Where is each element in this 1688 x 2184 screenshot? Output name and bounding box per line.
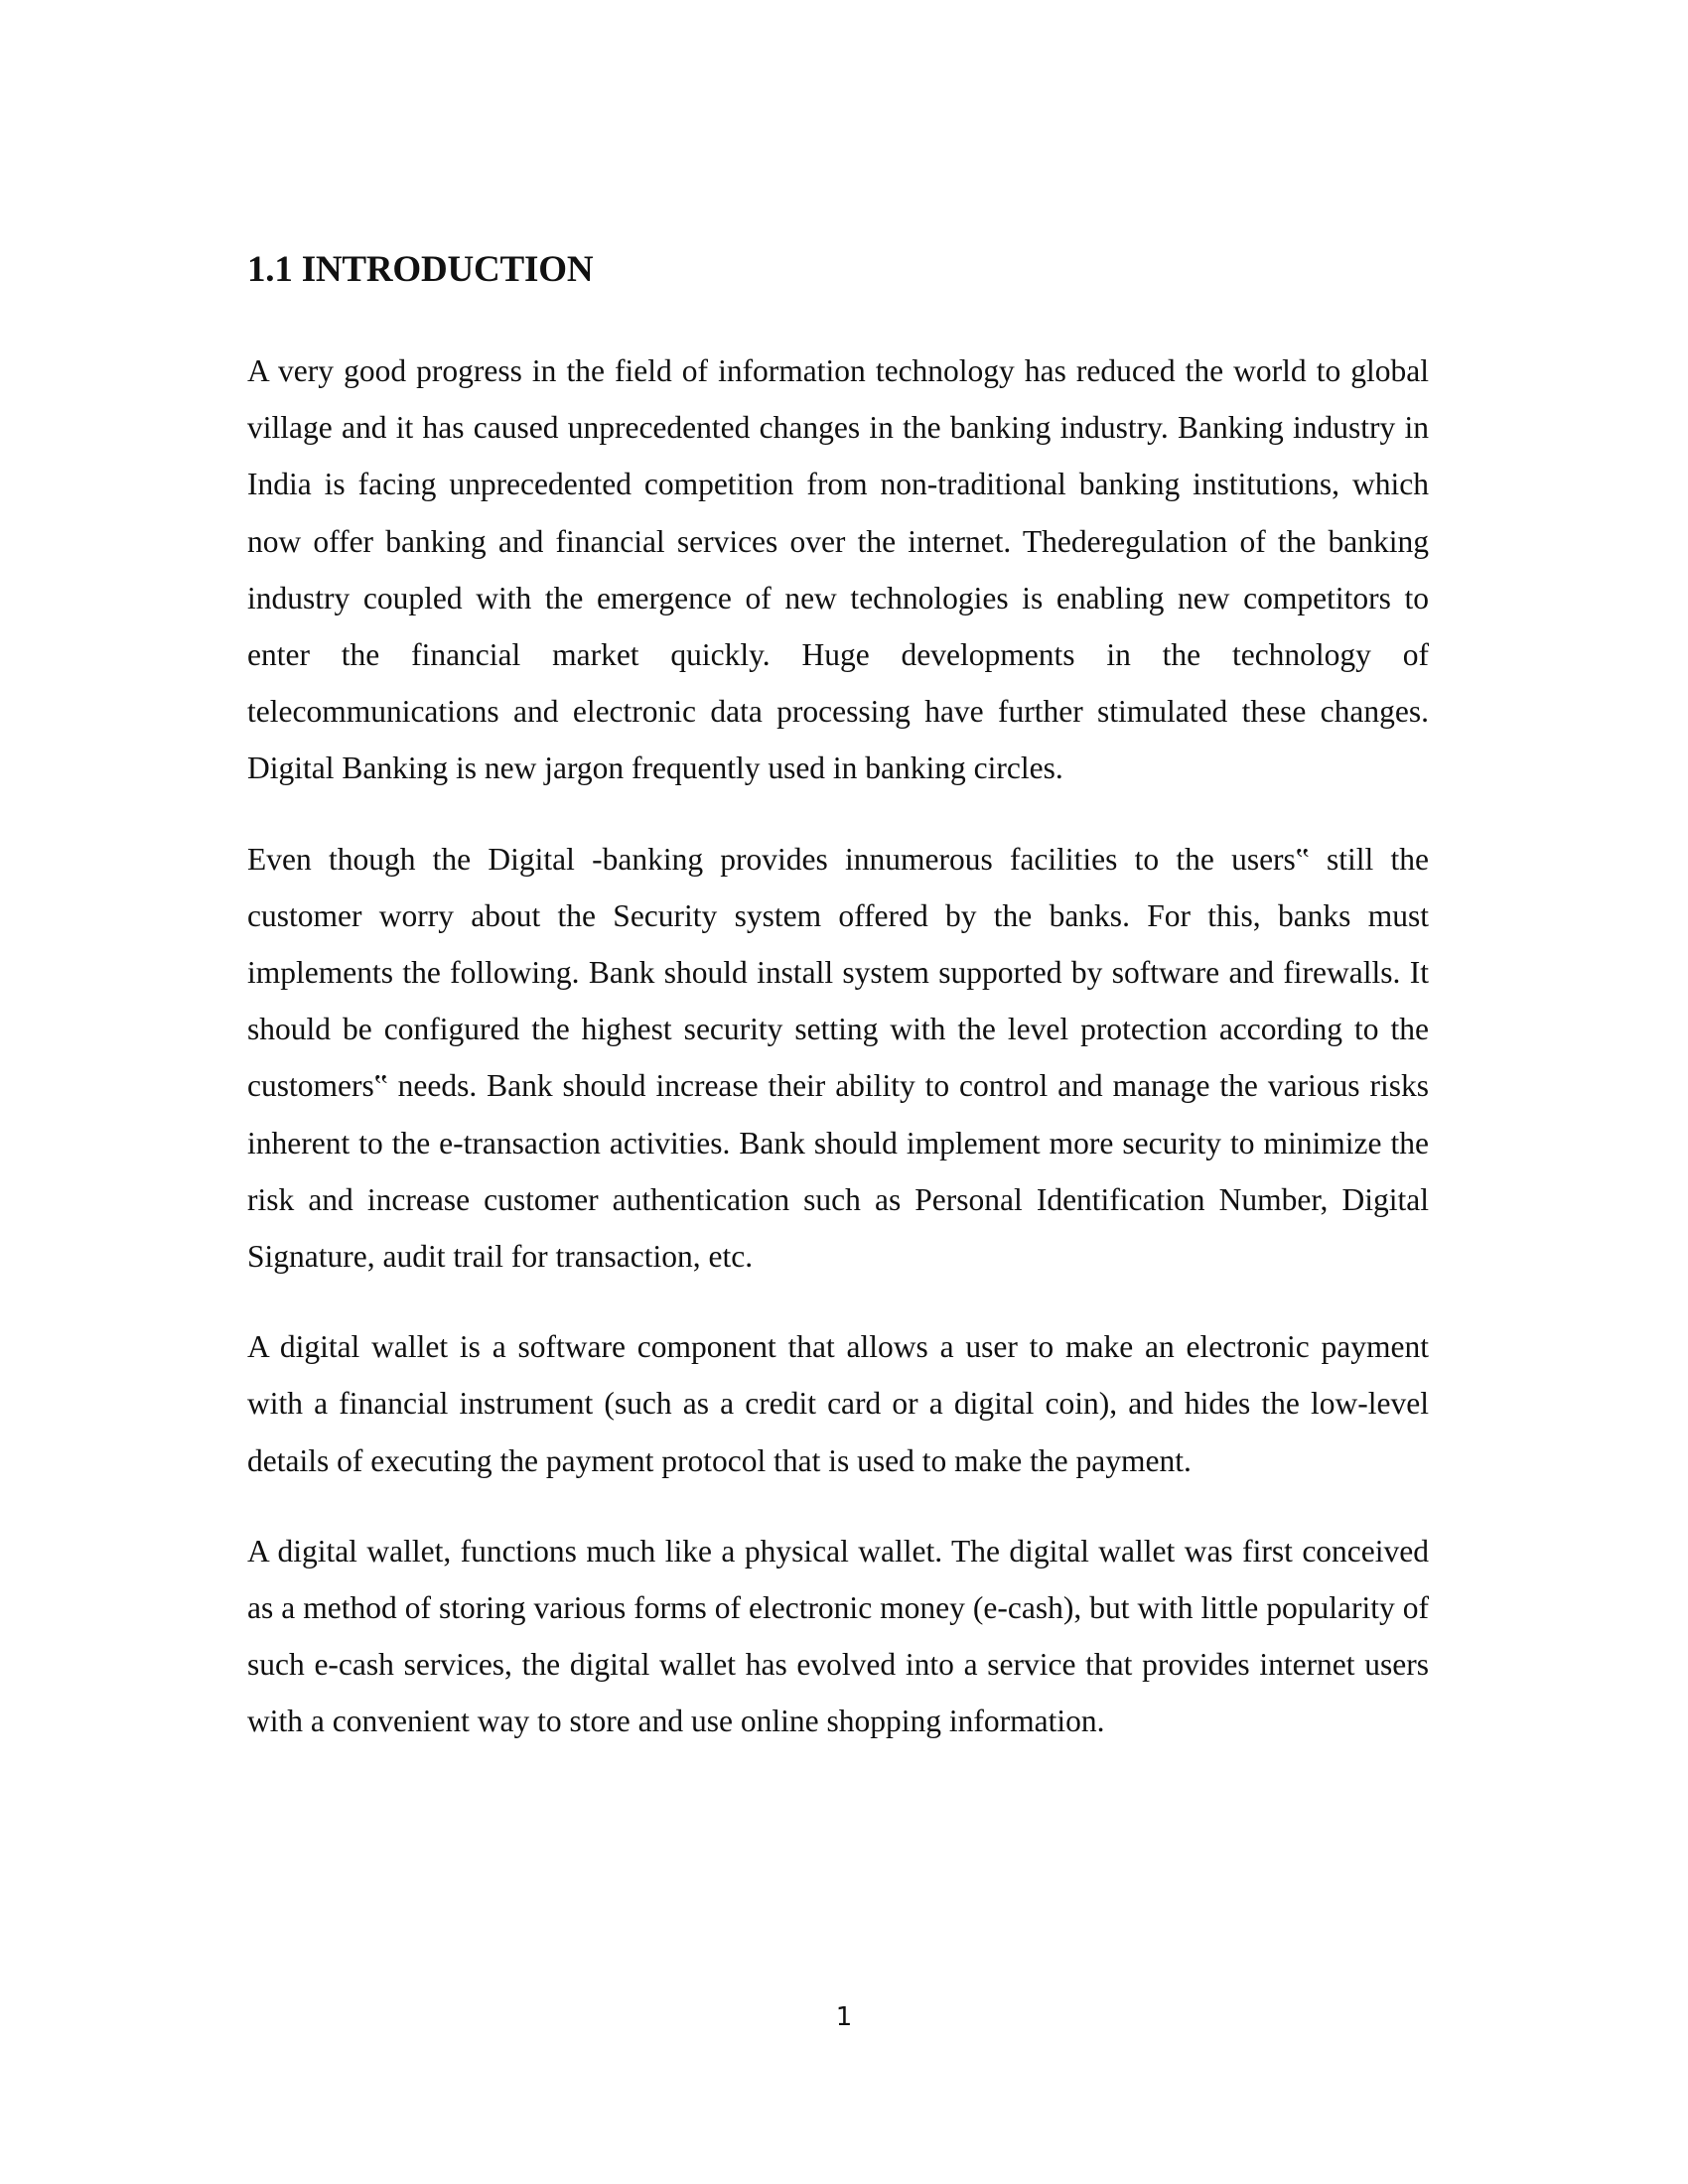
body-text	[247, 342, 1429, 1784]
paragraph-4: A digital wallet, functions much like a physical wallet. The digital wallet was first conceived as a method of storing various forms of electronic money (e-cash), but with little popularity of such e-cash services, the digital wallet has evolved into a service that provides internet users with a convenient way to store and use online shopping information.	[247, 1533, 1429, 1739]
paragraph-2: Even though the Digital -banking provides innumerous facilities to the users‟ still the customer worry about the Security system offered by the banks. For this, banks must implements the following. Bank should install system supported by software and firewalls. It should be configured the highest security setting with the level protection according to the customers‟ needs. Bank should increase their ability to control and manage the various risks inherent to the e-transaction activities. Bank should implement more security to minimize the risk and increase customer authentication such as Personal Identification Number, Digital Signature, audit trail for transaction, etc.	[247, 841, 1429, 1275]
section-heading: 1.1 INTRODUCTION	[247, 249, 594, 290]
page-number: 1	[835, 2002, 853, 2032]
paragraph-1: A very good progress in the field of information technology has reduced the world to global village and it has caused unprecedented changes in the banking industry. Banking industry in India is facing unprecedented competition from non-traditional banking institutions, which now offer banking and financial services over the internet. Thederegulation of the banking industry coupled with the emergence of new technologies is enabling new competitors to enter the financial market quickly. Huge developments in the technology of telecommunications and electronic data processing have further stimulated these changes. Digital Banking is new jargon frequently used in banking circles.	[247, 353, 1429, 786]
paragraph-3: A digital wallet is a software component that allows a user to make an electronic payment with a financial instrument (such as a credit card or a digital coin), and hides the low-level details of executing the payment protocol that is used to make the payment.	[247, 1329, 1429, 1478]
